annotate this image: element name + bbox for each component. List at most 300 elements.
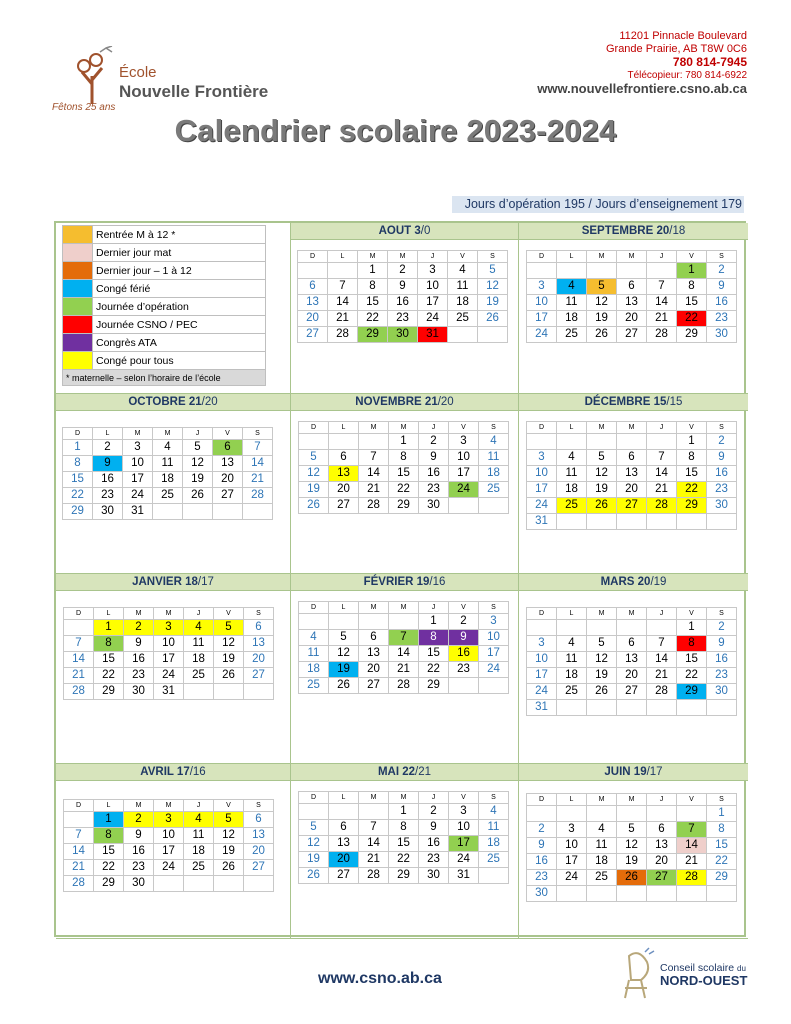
day-cell: 14 [647, 466, 677, 482]
month-header: JANVIER 18/17 [56, 574, 290, 591]
weekday-header: S [244, 800, 274, 812]
day-cell: 22 [677, 668, 707, 684]
day-cell: 13 [244, 636, 274, 652]
day-cell: 6 [617, 279, 647, 295]
day-cell [617, 514, 647, 530]
tree-logo-icon [62, 46, 122, 106]
day-cell: 11 [479, 820, 509, 836]
day-cell: 27 [359, 678, 389, 694]
day-cell: 27 [329, 498, 359, 514]
month-header: JUIN 19/17 [519, 764, 748, 781]
day-cell [184, 684, 214, 700]
month-table [63, 799, 274, 892]
day-cell: 30 [388, 327, 418, 343]
day-cell: 10 [449, 820, 479, 836]
month-0 [291, 223, 519, 394]
day-cell: 25 [299, 678, 329, 694]
anniversary-text: Fêtons 25 ans [52, 102, 116, 113]
day-cell [647, 620, 677, 636]
day-cell: 24 [449, 482, 479, 498]
weekday-header: D [299, 792, 329, 804]
day-cell: 4 [557, 450, 587, 466]
day-cell: 3 [527, 450, 557, 466]
weekday-header: M [124, 608, 154, 620]
weekday-header: M [388, 251, 418, 263]
day-cell: 24 [479, 662, 509, 678]
month-1 [519, 223, 748, 394]
weekday-header: M [617, 608, 647, 620]
legend-label: Dernier jour mat [93, 244, 266, 262]
weekday-header: V [449, 792, 479, 804]
day-cell: 25 [557, 498, 587, 514]
day-cell: 23 [124, 668, 154, 684]
month-table [63, 607, 274, 700]
day-cell: 11 [557, 652, 587, 668]
legend-label: Dernier jour – 1 à 12 [93, 262, 266, 280]
month-header: DÉCEMBRE 15/15 [519, 394, 748, 411]
day-cell: 19 [299, 852, 329, 868]
day-cell: 1 [707, 806, 737, 822]
day-cell [527, 620, 557, 636]
day-cell [244, 684, 274, 700]
day-cell: 17 [449, 836, 479, 852]
day-cell: 6 [213, 440, 243, 456]
day-cell [299, 614, 329, 630]
day-cell: 14 [64, 844, 94, 860]
fax: Télécopieur: 780 814-6922 [627, 70, 747, 81]
day-cell: 15 [94, 652, 124, 668]
day-cell [299, 434, 329, 450]
day-cell: 21 [359, 852, 389, 868]
day-cell: 26 [214, 668, 244, 684]
day-cell: 1 [63, 440, 93, 456]
day-cell: 29 [677, 498, 707, 514]
day-cell: 13 [244, 828, 274, 844]
day-cell: 8 [389, 820, 419, 836]
weekday-header: M [617, 422, 647, 434]
day-cell: 19 [587, 482, 617, 498]
day-cell: 23 [93, 488, 123, 504]
month-table [298, 421, 509, 514]
day-cell: 13 [647, 838, 677, 854]
day-cell: 16 [419, 466, 449, 482]
month-table [526, 793, 737, 902]
day-cell [527, 263, 557, 279]
month-5 [56, 574, 291, 764]
day-cell: 2 [707, 434, 737, 450]
day-cell: 6 [617, 636, 647, 652]
day-cell: 29 [63, 504, 93, 520]
day-cell: 1 [677, 434, 707, 450]
day-cell: 4 [587, 822, 617, 838]
weekday-header: D [64, 800, 94, 812]
day-cell: 27 [617, 684, 647, 700]
day-cell [478, 327, 508, 343]
day-cell: 19 [183, 472, 213, 488]
weekday-header: S [478, 251, 508, 263]
weekday-header: S [707, 422, 737, 434]
day-cell: 18 [587, 854, 617, 870]
day-cell: 22 [389, 852, 419, 868]
day-cell [647, 886, 677, 902]
day-cell: 23 [707, 311, 737, 327]
day-cell [183, 504, 213, 520]
footer-url[interactable]: www.csno.ab.ca [318, 970, 442, 987]
month-table [298, 791, 509, 884]
legend-swatch [63, 280, 93, 298]
month-header: AVRIL 17/16 [56, 764, 290, 781]
month-header: AOUT 3/0 [291, 223, 518, 240]
day-cell: 14 [243, 456, 273, 472]
day-cell: 28 [328, 327, 358, 343]
day-cell: 28 [243, 488, 273, 504]
day-cell: 14 [647, 652, 677, 668]
weekday-header: V [448, 251, 478, 263]
day-cell: 10 [479, 630, 509, 646]
day-cell: 30 [707, 498, 737, 514]
day-cell: 7 [359, 820, 389, 836]
day-cell: 20 [617, 311, 647, 327]
day-cell: 22 [419, 662, 449, 678]
day-cell: 25 [587, 870, 617, 886]
day-cell: 17 [154, 844, 184, 860]
day-cell: 2 [124, 620, 154, 636]
day-cell: 20 [329, 482, 359, 498]
day-cell: 23 [388, 311, 418, 327]
day-cell: 2 [707, 263, 737, 279]
day-cell: 12 [214, 636, 244, 652]
day-cell: 4 [479, 804, 509, 820]
weekday-header: M [617, 251, 647, 263]
day-cell: 8 [63, 456, 93, 472]
month-4 [519, 394, 748, 574]
weekday-header: S [707, 251, 737, 263]
day-cell: 25 [557, 684, 587, 700]
weekday-header: D [63, 428, 93, 440]
day-cell: 11 [299, 646, 329, 662]
day-cell: 19 [587, 668, 617, 684]
day-cell [707, 886, 737, 902]
day-cell: 8 [419, 630, 449, 646]
day-cell: 22 [677, 311, 707, 327]
day-cell: 9 [93, 456, 123, 472]
day-cell [587, 620, 617, 636]
day-cell: 3 [154, 812, 184, 828]
day-cell [677, 514, 707, 530]
legend-label: Congé férié [93, 280, 266, 298]
day-cell: 5 [587, 636, 617, 652]
day-cell [389, 614, 419, 630]
day-cell: 24 [154, 668, 184, 684]
day-cell: 12 [214, 828, 244, 844]
day-cell: 1 [677, 263, 707, 279]
day-cell: 16 [124, 652, 154, 668]
day-cell: 28 [359, 498, 389, 514]
day-cell: 1 [358, 263, 388, 279]
day-cell: 29 [677, 684, 707, 700]
day-cell: 22 [358, 311, 388, 327]
day-cell [557, 434, 587, 450]
school-website[interactable]: www.nouvellefrontiere.csno.ab.ca [537, 81, 747, 96]
day-cell: 4 [153, 440, 183, 456]
day-cell: 13 [329, 836, 359, 852]
day-cell: 15 [94, 844, 124, 860]
weekday-header: S [479, 792, 509, 804]
day-cell: 4 [557, 636, 587, 652]
day-cell: 29 [389, 868, 419, 884]
weekday-header: M [587, 794, 617, 806]
day-cell: 3 [449, 804, 479, 820]
day-cell: 21 [359, 482, 389, 498]
day-cell: 20 [213, 472, 243, 488]
day-cell: 27 [647, 870, 677, 886]
day-cell: 5 [617, 822, 647, 838]
day-cell: 5 [214, 620, 244, 636]
weekday-header: M [389, 422, 419, 434]
school-name: Nouvelle Frontière [119, 82, 269, 101]
day-cell: 26 [478, 311, 508, 327]
day-cell: 15 [707, 838, 737, 854]
day-cell: 3 [418, 263, 448, 279]
day-cell [677, 700, 707, 716]
weekday-header: M [389, 792, 419, 804]
day-cell: 13 [617, 466, 647, 482]
day-cell: 21 [647, 311, 677, 327]
day-cell: 30 [707, 684, 737, 700]
day-cell: 29 [419, 678, 449, 694]
day-cell: 2 [388, 263, 418, 279]
day-cell [557, 514, 587, 530]
day-cell: 30 [419, 498, 449, 514]
day-cell: 15 [358, 295, 388, 311]
operations-summary: Jours d’opération 195 / Jours d’enseignement 179 [452, 196, 744, 213]
day-cell [244, 876, 274, 892]
legend-cell [56, 223, 291, 394]
day-cell: 20 [244, 844, 274, 860]
day-cell: 23 [707, 482, 737, 498]
day-cell: 27 [329, 868, 359, 884]
month-table [526, 421, 737, 530]
day-cell: 6 [329, 820, 359, 836]
day-cell: 31 [154, 684, 184, 700]
weekday-header: M [154, 608, 184, 620]
month-9 [291, 764, 519, 939]
day-cell [617, 806, 647, 822]
day-cell [647, 806, 677, 822]
legend-swatch [63, 334, 93, 352]
day-cell: 18 [479, 466, 509, 482]
day-cell: 28 [64, 876, 94, 892]
day-cell [617, 434, 647, 450]
weekday-header: D [527, 608, 557, 620]
day-cell: 6 [244, 620, 274, 636]
day-cell [449, 678, 479, 694]
day-cell: 28 [647, 498, 677, 514]
day-cell: 5 [478, 263, 508, 279]
day-cell: 16 [449, 646, 479, 662]
day-cell: 30 [93, 504, 123, 520]
day-cell: 5 [587, 450, 617, 466]
day-cell: 14 [328, 295, 358, 311]
legend [62, 225, 266, 386]
weekday-header: J [419, 422, 449, 434]
day-cell: 17 [527, 482, 557, 498]
weekday-header: S [707, 794, 737, 806]
day-cell: 10 [557, 838, 587, 854]
day-cell: 28 [677, 870, 707, 886]
day-cell: 9 [419, 450, 449, 466]
weekday-header: L [94, 800, 124, 812]
day-cell: 2 [124, 812, 154, 828]
day-cell [359, 614, 389, 630]
day-cell: 1 [677, 620, 707, 636]
day-cell: 16 [707, 466, 737, 482]
day-cell: 5 [587, 279, 617, 295]
day-cell: 6 [359, 630, 389, 646]
legend-label: Journée CSNO / PEC [93, 316, 266, 334]
weekday-header: J [418, 251, 448, 263]
day-cell: 3 [449, 434, 479, 450]
day-cell: 3 [527, 279, 557, 295]
day-cell: 5 [183, 440, 213, 456]
day-cell [299, 804, 329, 820]
day-cell: 9 [124, 828, 154, 844]
day-cell [448, 327, 478, 343]
day-cell [677, 886, 707, 902]
weekday-header: J [647, 251, 677, 263]
day-cell: 10 [527, 295, 557, 311]
weekday-header: L [329, 602, 359, 614]
weekday-header: M [154, 800, 184, 812]
day-cell: 18 [184, 844, 214, 860]
day-cell: 26 [183, 488, 213, 504]
day-cell: 29 [94, 684, 124, 700]
weekday-header: M [358, 251, 388, 263]
day-cell: 6 [244, 812, 274, 828]
day-cell: 14 [359, 466, 389, 482]
day-cell: 2 [449, 614, 479, 630]
weekday-header: J [647, 794, 677, 806]
day-cell: 20 [244, 652, 274, 668]
day-cell: 30 [124, 876, 154, 892]
day-cell: 7 [328, 279, 358, 295]
weekday-header: V [449, 602, 479, 614]
day-cell: 31 [527, 514, 557, 530]
month-header: FÉVRIER 19/16 [291, 574, 518, 591]
day-cell: 26 [214, 860, 244, 876]
day-cell [153, 504, 183, 520]
contact-block [537, 30, 747, 95]
day-cell: 8 [358, 279, 388, 295]
calendar-grid [54, 221, 746, 937]
day-cell: 16 [388, 295, 418, 311]
day-cell [587, 514, 617, 530]
weekday-header: V [677, 422, 707, 434]
day-cell: 6 [329, 450, 359, 466]
day-cell: 23 [707, 668, 737, 684]
day-cell [154, 876, 184, 892]
day-cell: 20 [617, 668, 647, 684]
day-cell [214, 876, 244, 892]
day-cell: 25 [479, 482, 509, 498]
day-cell: 1 [419, 614, 449, 630]
day-cell [329, 804, 359, 820]
address-line2: Grande Prairie, AB T8W 0C6 [605, 43, 747, 55]
day-cell [617, 263, 647, 279]
day-cell: 19 [329, 662, 359, 678]
day-cell: 6 [298, 279, 328, 295]
day-cell: 21 [389, 662, 419, 678]
day-cell [329, 614, 359, 630]
day-cell: 4 [184, 620, 214, 636]
day-cell: 8 [94, 828, 124, 844]
day-cell: 28 [359, 868, 389, 884]
day-cell: 7 [64, 828, 94, 844]
day-cell: 7 [64, 636, 94, 652]
day-cell: 17 [557, 854, 587, 870]
day-cell: 20 [298, 311, 328, 327]
day-cell: 30 [419, 868, 449, 884]
day-cell: 18 [299, 662, 329, 678]
legend-swatch [63, 352, 93, 370]
day-cell [243, 504, 273, 520]
day-cell: 11 [587, 838, 617, 854]
weekday-header: M [153, 428, 183, 440]
weekday-header: V [677, 794, 707, 806]
day-cell: 20 [329, 852, 359, 868]
day-cell [329, 434, 359, 450]
chair-logo-icon [615, 946, 659, 1002]
day-cell: 2 [527, 822, 557, 838]
phone: 780 814-7945 [672, 55, 747, 69]
day-cell: 20 [359, 662, 389, 678]
legend-label: Rentrée M à 12 * [93, 226, 266, 244]
day-cell: 11 [557, 295, 587, 311]
day-cell: 17 [154, 652, 184, 668]
day-cell [617, 886, 647, 902]
month-table [526, 607, 737, 716]
weekday-header: S [479, 602, 509, 614]
day-cell [677, 806, 707, 822]
day-cell: 15 [677, 652, 707, 668]
day-cell: 24 [527, 327, 557, 343]
day-cell [557, 700, 587, 716]
day-cell: 11 [557, 466, 587, 482]
day-cell: 15 [677, 466, 707, 482]
day-cell: 29 [358, 327, 388, 343]
day-cell: 9 [707, 450, 737, 466]
day-cell: 12 [329, 646, 359, 662]
weekday-header: J [183, 428, 213, 440]
day-cell: 29 [389, 498, 419, 514]
day-cell [557, 620, 587, 636]
legend-note: * maternelle – selon l’horaire de l’école [63, 370, 266, 386]
legend-label: Journée d’opération [93, 298, 266, 316]
day-cell: 24 [123, 488, 153, 504]
day-cell: 25 [448, 311, 478, 327]
weekday-header: D [299, 602, 329, 614]
day-cell: 26 [299, 868, 329, 884]
day-cell: 16 [124, 844, 154, 860]
day-cell: 10 [154, 636, 184, 652]
day-cell [587, 886, 617, 902]
day-cell [587, 700, 617, 716]
day-cell: 14 [647, 295, 677, 311]
day-cell: 12 [617, 838, 647, 854]
day-cell: 27 [244, 860, 274, 876]
day-cell: 28 [389, 678, 419, 694]
day-cell: 17 [449, 466, 479, 482]
